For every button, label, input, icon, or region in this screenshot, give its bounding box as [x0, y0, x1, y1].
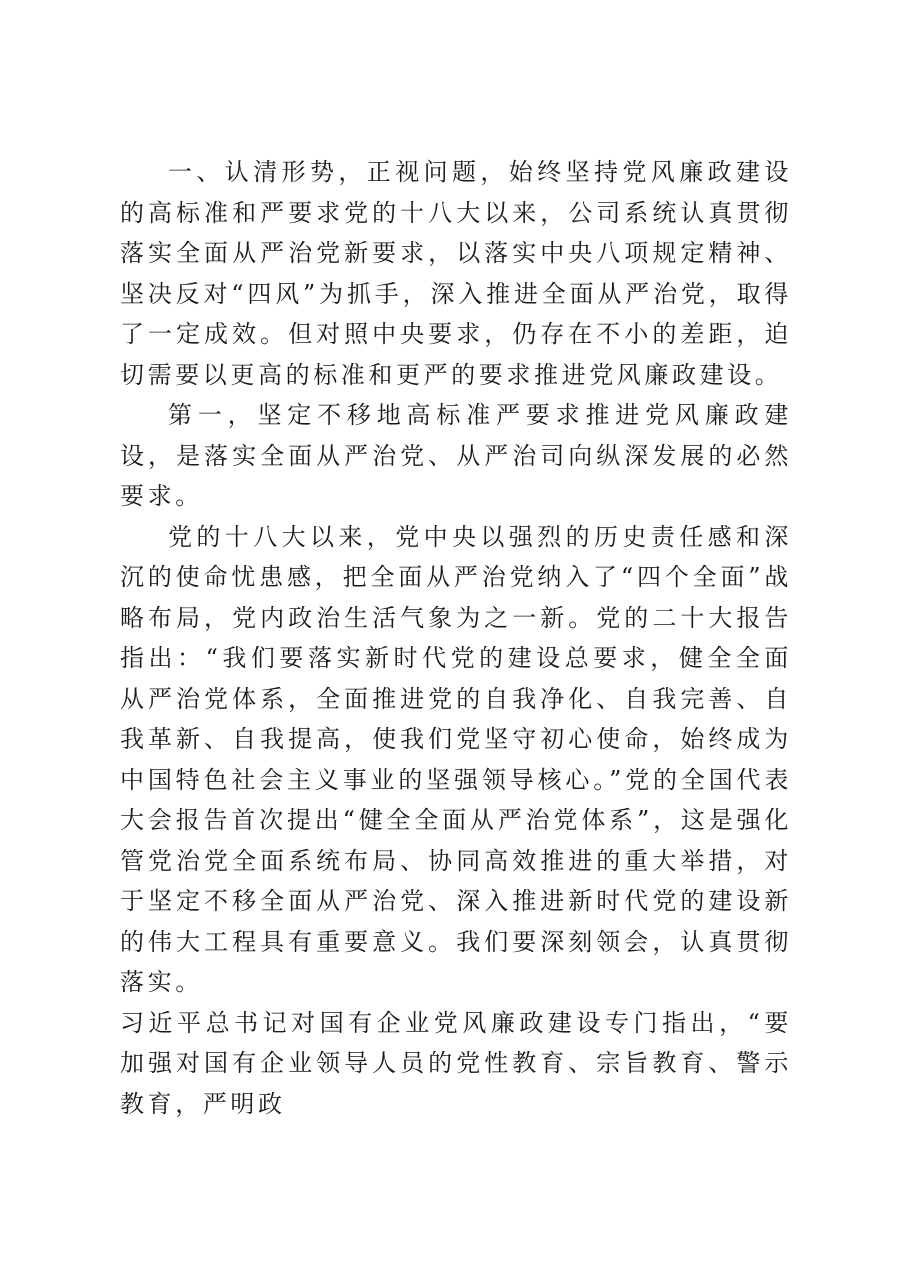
paragraph-body-continued: 习近平总书记对国有企业党风廉政建设专门指出，“要加强对国有企业领导人员的党性教育、宗旨教育、警示教育，严明政 [120, 1008, 792, 1118]
paragraph-first-point: 第一，坚定不移地高标准严要求推进党风廉政建设，是落实全面从严治党、从严治司向纵深发展的必然要求。 [120, 401, 792, 510]
document-body [120, 152, 792, 1124]
paragraph-body: 党的十八大以来，党中央以强烈的历史责任感和深沉的使命忧患感，把全面从严治党纳入了“四个全面”战略布局，党内政治生活气象为之一新。党的二十大报告指出：“我们要落实新时代党的建设总要求，健全全面从严治党体系，全面推进党的自我净化、自我完善、自我革新、自我提高，使我们党坚守初心使命，始终成为中国特色社会主义事业的坚强领导核心。”党的全国代表大会报告首次提出“健全全面从严治党体系”，这是强化管党治党全面系统布局、协同高效推进的重大举措，对于坚定不移全面从严治党、深入推进新时代党的建设新的伟大工程具有重要意义。我们要深刻领会，认真贯彻落实。 [120, 522, 792, 996]
paragraph-section-heading: 一、认清形势，正视问题，始终坚持党风廉政建设的高标准和严要求党的十八大以来，公司系统认真贯彻落实全面从严治党新要求，以落实中央八项规定精神、坚决反对“四风”为抓手，深入推进全面从严治党，取得了一定成效。但对照中央要求，仍存在不小的差距，迫切需要以更高的标准和更严的要求推进党风廉政建设。 [120, 158, 792, 389]
